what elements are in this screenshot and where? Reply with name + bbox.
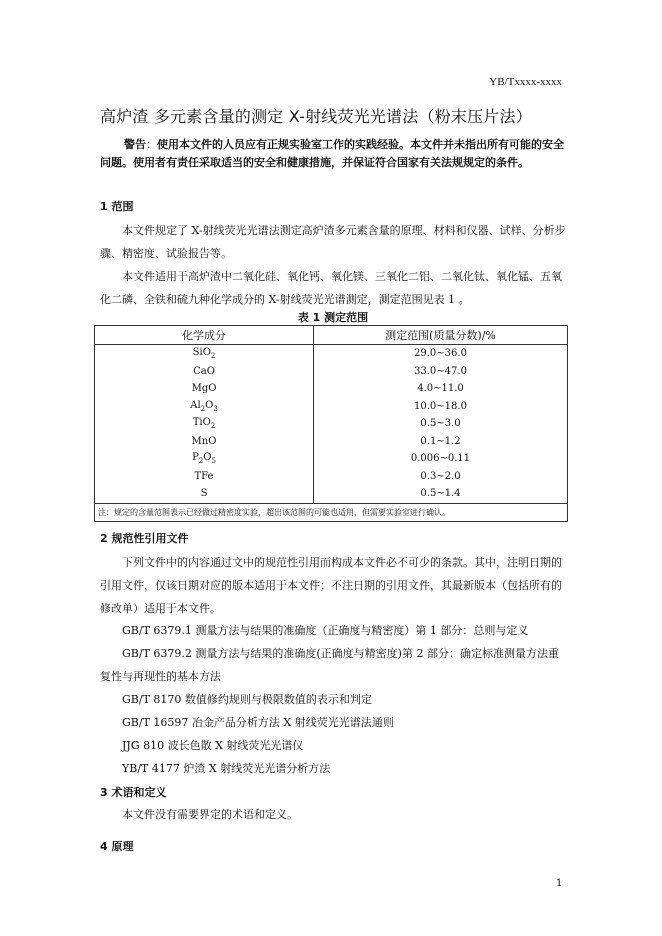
table-row <box>95 380 568 398</box>
column-header-range: 测定范围(质量分数)/% <box>314 326 568 345</box>
range-cell: 0.1~1.2 <box>314 433 568 451</box>
range-cell: 33.0~47.0 <box>314 363 568 381</box>
standard-number: YB/Txxxx-xxxx <box>489 76 562 88</box>
component-cell: TFe <box>95 468 314 486</box>
table-row <box>95 433 568 451</box>
component-cell: CaO <box>95 363 314 381</box>
section-4-heading: 4 原理 <box>100 840 134 853</box>
component-cell: S <box>95 485 314 503</box>
section-1-paragraph-2: 本文件适用于高炉渣中二氧化硅、氧化钙、氧化镁、三氧化二铝、二氧化钛、氧化锰、五氧化二磷、全铁和硫九种化学成分的 X-射线荧光光谱测定，测定范围见表 1 。 <box>100 270 562 306</box>
range-cell: 0.5~3.0 <box>314 415 568 433</box>
reference-item: YB/T 4177 炉渣 X 射线荧光光谱分析方法 <box>122 762 331 775</box>
range-cell: 0.3~2.0 <box>314 468 568 486</box>
component-cell: TiO$_2$ <box>95 415 314 433</box>
table-row <box>95 363 568 381</box>
range-cell: 4.0~11.0 <box>314 380 568 398</box>
table-row <box>95 345 568 363</box>
reference-item: GB/T 16597 冶金产品分析方法 X 射线荧光光谱法通则 <box>122 716 394 729</box>
reference-item: GB/T 8170 数值修约规则与极限数值的表示和判定 <box>122 693 372 706</box>
table-1 <box>94 325 568 522</box>
reference-item: JJG 810 波长色散 X 射线荧光光谱仪 <box>122 739 304 752</box>
table-1-caption: 表 1 测定范围 <box>297 311 369 324</box>
page-number: 1 <box>556 878 563 889</box>
component-cell: SiO$_2$ <box>95 345 314 363</box>
table-row <box>95 450 568 468</box>
component-cell: MgO <box>95 380 314 398</box>
range-cell: 0.5~1.4 <box>314 485 568 503</box>
section-3-heading: 3 术语和定义 <box>100 786 167 799</box>
component-cell: $P_2O_5$ <box>95 450 314 468</box>
section-3-paragraph-1: 本文件没有需要界定的术语和定义。 <box>122 808 298 821</box>
table-row <box>95 485 568 503</box>
table-row <box>95 468 568 486</box>
section-1-heading: 1 范围 <box>100 200 134 213</box>
reference-item: GB/T 6379.2 测量方法与结果的准确度(正确度与精密度)第 2 部分：确定标准测量方法重复性与再现性的基本方法 <box>100 647 559 683</box>
warning-paragraph: 警告：使用本文件的人员应有正规实验室工作的实践经验。本文件并未指出所有可能的安全问题。使用者有责任采取适当的安全和健康措施，并保证符合国家有关法规规定的条件。 <box>100 138 564 169</box>
range-cell: 29.0~36.0 <box>314 345 568 363</box>
table-header-row <box>95 326 568 345</box>
table-row <box>95 415 568 433</box>
column-header-component: 化学成分 <box>95 326 314 345</box>
section-2-heading: 2 规范性引用文件 <box>100 532 189 545</box>
table-row <box>95 398 568 416</box>
section-2-paragraph-1: 下列文件中的内容通过文中的规范性引用而构成本文件必不可少的条款。其中，注明日期的引用文件，仅该日期对应的版本适用于本文件；不注日期的引用文件，其最新版本（包括所有的修改单）适用于本文件。 <box>100 556 562 615</box>
section-1-paragraph-1: 本文件规定了 X-射线荧光光谱法测定高炉渣多元素含量的原理、材料和仪器、试样、分析步骤、精密度、试验报告等。 <box>100 224 566 260</box>
range-cell: 0.006~0.11 <box>314 450 568 468</box>
component-cell: $Al_2O_3$ <box>95 398 314 416</box>
table-note: 注：规定的含量范围表示已经做过精密度实验，超出该范围的可能也适用，但需要实验室进行确认。 <box>95 503 568 521</box>
document-title: 高炉渣 多元素含量的测定 X-射线荧光光谱法（粉末压片法） <box>100 107 532 126</box>
component-cell: MnO <box>95 433 314 451</box>
range-cell: 10.0~18.0 <box>314 398 568 416</box>
reference-item: GB/T 6379.1 测量方法与结果的准确度（正确度与精密度）第 1 部分：总则与定义 <box>122 624 529 637</box>
table-note-row <box>95 503 568 521</box>
